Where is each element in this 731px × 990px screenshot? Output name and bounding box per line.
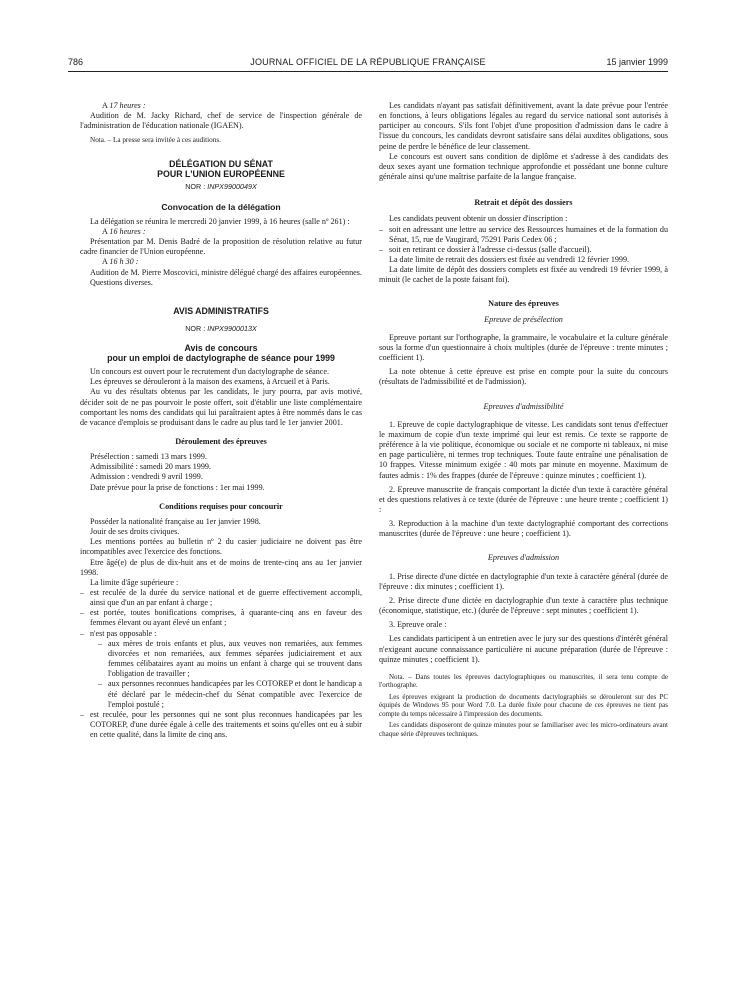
schedule-line: Présélection : samedi 13 mars 1999. [90, 452, 207, 462]
list-item: – n'est pas opposable : – aux mères de trois enfants et plus, aux veuves non remariées, aux femmes divorcées et non remariées, aux femmes séparées judiciairement et aux femmes célibataires ayant au moins un enfant à charge qui se trouvent dans l'obligation de travailler ; – aux personnes reconnues handicapées par les COTOREP et dont le handicap a été déclaré par le médecin-chef du Sénat compatible avec l'exercice de l'emploi postulé ; [80, 629, 362, 710]
paragraph: Questions diverses. [90, 277, 153, 287]
deroulement-heading: Déroulement des épreuves [175, 436, 267, 446]
journal-title: JOURNAL OFFICIEL DE LA RÉPUBLIQUE FRANÇAISE [250, 57, 486, 67]
list-item: – soit en adressant une lettre au service des Ressources humaines et de la formation du Sénat, 15, rue de Vaugirard, 75291 Paris Cedex 06 ; [379, 225, 668, 245]
paragraph: Audition de M. Pierre Moscovici, ministre délégué chargé des affaires européennes. [90, 267, 362, 277]
paragraph: Posséder la nationalité française au 1er janvier 1998. [90, 516, 261, 526]
avis-heading: AVIS ADMINISTRATIFS [173, 305, 269, 316]
paragraph: 1. Prise directe d'une dictée en dactylographie d'un texte à caractère général (durée de l'épreuve : dix minutes ; coefficient 1). [379, 571, 668, 591]
header-rule [68, 71, 668, 72]
list-item: – aux mères de trois enfants et plus, aux veuves non remariées, aux femmes divorcées et non remariées, aux femmes séparées judiciairement et aux femmes célibataires ayant au moins un enfant à charge qui se trouvent dans l'obligation de travailler ; [90, 639, 362, 680]
nor-reference: NOR : INPX9900049X [185, 182, 257, 192]
paragraph: La délégation se réunira le mercredi 20 janvier 1999, à 16 heures (salle nº 261) : [90, 216, 350, 226]
note-paragraph: Les épreuves exigeant la production de documents dactylographiés se dérouleront sur des PC équipés de Windows 95 pour Word 7.0. La durée fixée pour chacune de ces épreuves ne tient pas compte du temps nécessaire à l'impression des documents. [379, 692, 668, 718]
schedule-line: Admission : vendredi 9 avril 1999. [90, 472, 203, 482]
paragraph: 3. Epreuve orale : [389, 620, 447, 630]
paragraph: 3. Reproduction à la machine d'un texte dactylographié comportant des corrections manuscrites (durée de l'épreuve : une heure ; coefficient 1). [379, 519, 668, 539]
list-item: – est reculée de la durée du service national et de guerre effectivement accompli, ainsi que d'un an par enfant à charge ; [80, 588, 362, 608]
list-item: – soit en retirant ce dossier à l'adresse ci-dessus (salle d'accueil). [379, 245, 668, 255]
paragraph: La date limite de retrait des dossiers est fixée au vendredi 12 février 1999. [389, 255, 630, 265]
sub-list [90, 639, 362, 710]
paragraph: Présentation par M. Denis Badré de la proposition de résolution relative au futur cadre financier de l'Union européenne. [80, 237, 362, 257]
paragraph: La limite d'âge supérieure : [90, 577, 179, 587]
nature-heading: Nature des épreuves [488, 298, 559, 308]
paragraph: Etre âgé(e) de plus de dix-huit ans et de moins de trente-cinq ans au 1er janvier 1998. [80, 557, 362, 577]
page-header [68, 57, 668, 71]
admission-heading: Epreuves d'admission [487, 553, 560, 563]
paragraph: Au vu des résultats obtenus par les candidats, le jury pourra, par avis motivé, décider soit de ne pas pourvoir le poste offert, soit d'établir une liste complémentaire comportant les noms des candidats qui lui paraîtraient aptes à être nommés dans le cas de vacance d'emplois se produisant dans le cadre au plus tard le 1er janvier 2001. [80, 387, 362, 427]
delegation-heading-1: DÉLÉGATION DU SÉNAT [169, 159, 273, 170]
paragraph: Les épreuves se dérouleront à la maison des examens, à Arcueil et à Paris. [90, 377, 330, 387]
paragraph: Epreuve portant sur l'orthographe, la grammaire, le vocabulaire et la culture générale sous la forme d'un questionnaire à choix multiples (durée de l'épreuve : trente minutes ; coefficient 1). [379, 332, 668, 363]
convocation-heading: Convocation de la délégation [161, 201, 281, 212]
paragraph: La note obtenue à cette épreuve est prise en compte pour la suite du concours (résultats de l'admissibilité et de l'admission). [379, 367, 668, 387]
list-item: – aux personnes reconnues handicapées par les COTOREP et dont le handicap a été déclaré par le médecin-chef du Sénat compatible avec l'exercice de l'emploi postulé ; [90, 679, 362, 709]
list-item: – est reculée, pour les personnes qui ne sont plus reconnues handicapées par les COTOREP, d'une durée égale à celle des traitements et soins qu'elles ont eu à subir en cette qualité, dans la limite de cinq ans. [80, 710, 362, 740]
retrait-heading: Retrait et dépôt des dossiers [474, 198, 573, 208]
session-time: A 17 heures : [102, 101, 146, 110]
age-limit-list [80, 588, 362, 740]
nota: Nota. – Dans toutes les épreuves dactylographiques ou manuscrites, il sera tenu compte de l'orthographe. [379, 672, 668, 690]
left-column [80, 101, 362, 740]
avis-title-2: pour un emploi de dactylographe de séance pour 1999 [107, 353, 335, 364]
paragraph: 1. Epreuve de copie dactylographique de vitesse. Les candidats sont tenus d'effectuer le maximum de copie d'un texte imprimé qui leur est remis. Ce texte se rapporte de préférence à la vie politique, économique ou sociale et ne comporte ni tableaux, ni mise en page particulière, ni termes trop techniques. Toute faute entraîne une pénalisation de 10 frappes. Vitesse minimum exigée : 40 mots par minute en moyenne. Maximum de fautes admis : 1% des frappes (durée de l'épreuve : quinze minutes ; coefficient 1). [379, 419, 668, 480]
admissibilite-heading: Epreuves d'admissibilité [483, 401, 564, 411]
paragraph: 2. Prise directe d'une dictée en dactylographie d'un texte à caractère plus technique (économique, statistique, etc.) (durée de l'épreuve : sept minutes ; coefficient 1). [379, 595, 668, 616]
session-time: A 16 heures : [102, 226, 146, 236]
paragraph: Les mentions portées au bulletin nº 2 du casier judiciaire ne doivent pas être incompatibles avec l'exercice des fonctions. [80, 537, 362, 557]
schedule-line: Date prévue pour la prise de fonctions : 1er mai 1999. [90, 482, 265, 492]
avis-title-1: Avis de concours [184, 343, 258, 354]
page-number: 786 [68, 57, 84, 67]
nor-reference: NOR : INPX9900013X [185, 323, 257, 333]
right-column [379, 101, 668, 738]
paragraph: Audition de M. Jacky Richard, chef de service de l'inspection générale de l'administration de l'éducation nationale (IGAEN). [80, 111, 362, 131]
conditions-heading: Conditions requises pour concourir [159, 501, 283, 511]
paragraph: Un concours est ouvert pour le recrutement d'un dactylographe de séance. [90, 367, 330, 377]
paragraph: Les candidats n'ayant pas satisfait définitivement, avant la date prévue pour l'entrée en fonctions, à leurs obligations légales au regard du service national sont autorisés à participer au concours. S'ils font l'objet d'une proposition d'admission dans le cadre à l'issue du concours, les candidats devront satisfaire sans délai auxdites obligations, sous peine de perdre le bénéfice de leur classement. [379, 101, 668, 151]
paragraph: Les candidats peuvent obtenir un dossier d'inscription : [389, 214, 568, 224]
paragraph: Le concours est ouvert sans condition de diplôme et s'adresse à des candidats des deux sexes ayant une formation technique approfondie et possédant une bonne culture générale ainsi qu'une maîtrise parfaite de la langue française. [379, 151, 668, 182]
paragraph: Les candidats participent à un entretien avec le jury sur des questions d'intérêt général n'exigeant aucune connaissance particulière ni aucune préparation (durée de l'épreuve : quinze minutes ; coefficient 1). [379, 634, 668, 664]
list-item: – est portée, toutes bonifications comprises, à quarante-cinq ans en faveur des femmes élevant ou ayant élevé un enfant ; [80, 608, 362, 628]
preselection-heading: Epreuve de présélection [484, 314, 563, 324]
note-paragraph: Les candidats disposeront de quinze minutes pour se familiariser avec les micro-ordinateurs avant chaque série d'épreuves techniques. [379, 721, 668, 738]
delegation-heading-2: POUR L'UNION EUROPÉENNE [157, 169, 285, 180]
schedule-line: Admissibilité : samedi 20 mars 1999. [90, 462, 211, 472]
session-time: A 16 h 30 : [102, 257, 139, 267]
issue-date: 15 janvier 1999 [606, 57, 668, 67]
paragraph: La date limite de dépôt des dossiers complets est fixée au vendredi 19 février 1999, à minuit (le cachet de la poste faisant foi). [379, 265, 668, 285]
nota: Nota. – La presse sera invitée à ces auditions. [90, 136, 221, 145]
paragraph: 2. Epreuve manuscrite de français comportant la dictée d'un texte à caractère général et des questions relatives à ce texte (durée de l'épreuve : une heure trente ; coefficient 1) : [379, 484, 668, 514]
dossier-list [379, 225, 668, 255]
paragraph: Jouir de ses droits civiques. [90, 527, 180, 537]
